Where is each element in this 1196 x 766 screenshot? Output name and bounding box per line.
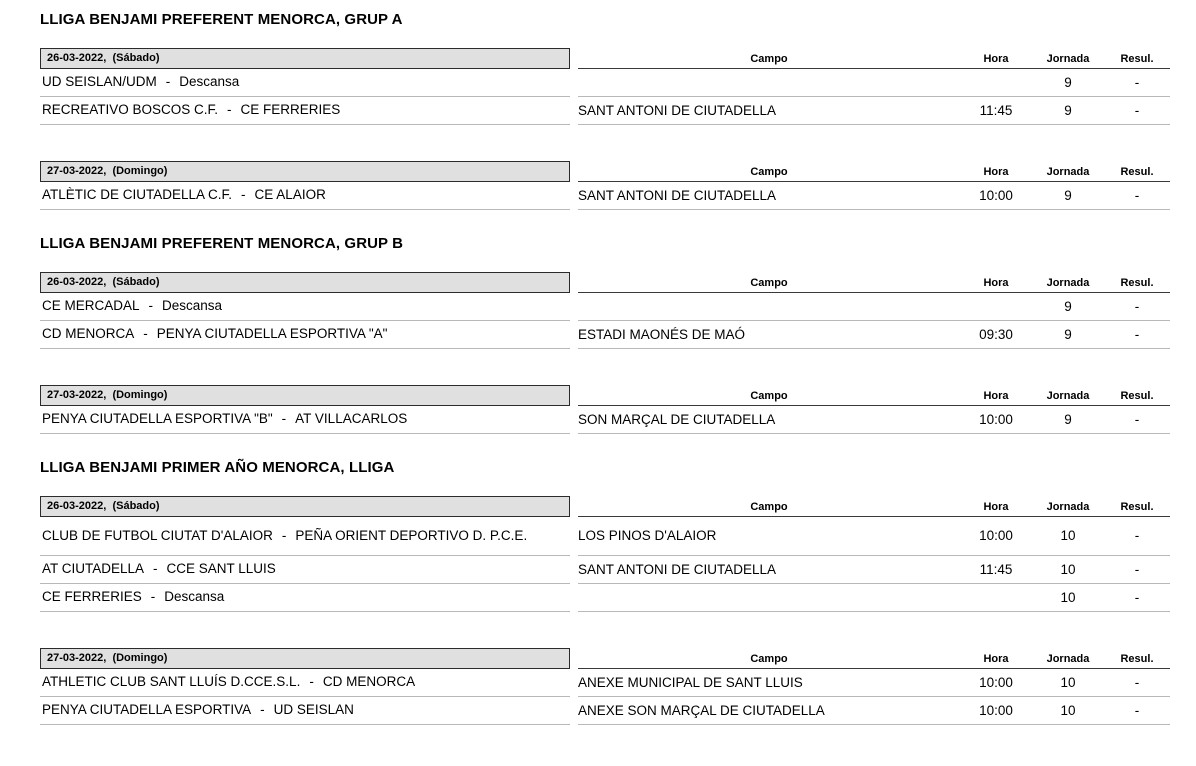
campo-column-header-cell: [578, 648, 960, 669]
time-value: [960, 69, 1032, 97]
versus-separator: -: [281, 411, 287, 426]
versus-separator: -: [260, 702, 265, 717]
matchday-value: 9: [1032, 69, 1104, 97]
match-teams: [40, 71, 570, 94]
matchday-value: 9: [1032, 97, 1104, 125]
date-text: 27-03-2022,: [47, 165, 107, 177]
result-value: -: [1104, 517, 1170, 556]
table-header-row: [40, 161, 1170, 182]
match-teams: [40, 99, 570, 122]
table-header-row: [40, 496, 1170, 517]
versus-separator: -: [241, 187, 246, 202]
hora-column-header-cell: [960, 496, 1032, 517]
campo-column-header: Campo: [578, 277, 960, 293]
hora-column-header-cell: [960, 161, 1032, 182]
venue-value: ANEXE SON MARÇAL DE CIUTADELLA: [578, 697, 960, 725]
table-row[interactable]: [40, 321, 1170, 349]
spacer-cell: [570, 97, 578, 125]
spacer-cell: [570, 321, 578, 349]
home-team: CLUB DE FUTBOL CIUTAT D'ALAIOR: [42, 527, 273, 543]
table-row[interactable]: [40, 182, 1170, 210]
resul-column-header-cell: [1104, 48, 1170, 69]
competition-section: [40, 210, 1170, 434]
home-team: CE FERRERIES: [42, 589, 142, 604]
date-header-cell: [40, 496, 570, 517]
campo-column-header: Campo: [578, 390, 960, 406]
table-header-row: [40, 648, 1170, 669]
jornada-column-header-cell: [1032, 161, 1104, 182]
date-text: 26-03-2022,: [47, 52, 107, 64]
away-team: CD MENORCA: [322, 674, 416, 689]
campo-column-header-cell: [578, 496, 960, 517]
competition-section: [40, 434, 1170, 725]
match-teams: [40, 586, 570, 609]
home-team: CD MENORCA: [42, 326, 135, 341]
section-spacer: [40, 434, 1170, 460]
home-team: ATHLETIC CLUB SANT LLUÍS D.CCE.S.L.: [42, 674, 301, 689]
spacer-cell: [570, 697, 578, 725]
title-spacer: [40, 476, 1170, 496]
match-cell: [40, 584, 570, 612]
venue-value: ESTADI MAONÉS DE MAÓ: [578, 321, 960, 349]
time-value: 11:45: [960, 556, 1032, 584]
away-team: PEÑA ORIENT DEPORTIVO D. P.C.E.: [295, 527, 528, 543]
result-value: -: [1104, 97, 1170, 125]
spacer-cell: [570, 293, 578, 321]
away-team: CE FERRERIES: [240, 102, 341, 117]
spacer-cell: [570, 648, 578, 669]
home-team: CE MERCADAL: [42, 298, 140, 313]
hora-column-header-cell: [960, 48, 1032, 69]
match-day-table: [40, 272, 1170, 349]
result-value: -: [1104, 321, 1170, 349]
match-cell: [40, 517, 570, 556]
versus-separator: -: [150, 589, 156, 604]
hora-column-header: Hora: [960, 53, 1032, 69]
date-header-cell: [40, 161, 570, 182]
matchday-value: 9: [1032, 321, 1104, 349]
weekday-text: (Sábado): [112, 276, 160, 288]
venue-value: ANEXE MUNICIPAL DE SANT LLUIS: [578, 669, 960, 697]
spacer-cell: [570, 161, 578, 182]
match-teams: [40, 671, 570, 694]
hora-column-header: Hora: [960, 166, 1032, 182]
table-row[interactable]: [40, 293, 1170, 321]
spacer-cell: [570, 272, 578, 293]
away-team: PENYA CIUTADELLA ESPORTIVA "A": [156, 326, 388, 341]
table-row[interactable]: [40, 406, 1170, 434]
matchday-value: 10: [1032, 584, 1104, 612]
table-row[interactable]: [40, 556, 1170, 584]
jornada-column-header-cell: [1032, 385, 1104, 406]
matchday-value: 10: [1032, 556, 1104, 584]
hora-column-header: Hora: [960, 277, 1032, 293]
venue-value: SANT ANTONI DE CIUTADELLA: [578, 97, 960, 125]
table-row[interactable]: [40, 584, 1170, 612]
match-teams: [40, 295, 570, 318]
resul-column-header: Resul.: [1104, 653, 1170, 669]
match-teams: [40, 525, 570, 548]
date-badge: [40, 648, 570, 669]
result-value: -: [1104, 182, 1170, 210]
away-team: CE ALAIOR: [254, 187, 326, 202]
match-day-table: [40, 161, 1170, 210]
spacer-cell: [570, 48, 578, 69]
table-row[interactable]: [40, 69, 1170, 97]
campo-column-header: Campo: [578, 653, 960, 669]
date-header-cell: [40, 48, 570, 69]
hora-column-header: Hora: [960, 501, 1032, 517]
time-value: 10:00: [960, 697, 1032, 725]
time-value: 10:00: [960, 517, 1032, 556]
hora-column-header-cell: [960, 385, 1032, 406]
time-value: 09:30: [960, 321, 1032, 349]
spacer-cell: [570, 556, 578, 584]
date-text: 26-03-2022,: [47, 500, 107, 512]
match-teams: [40, 184, 570, 207]
result-value: -: [1104, 697, 1170, 725]
home-team: RECREATIVO BOSCOS C.F.: [42, 102, 219, 117]
date-badge: [40, 496, 570, 517]
home-team: UD SEISLAN/UDM: [42, 74, 157, 89]
versus-separator: -: [281, 527, 287, 543]
date-text: 27-03-2022,: [47, 389, 107, 401]
result-value: -: [1104, 69, 1170, 97]
jornada-column-header-cell: [1032, 496, 1104, 517]
section-title: LLIGA BENJAMI PREFERENT MENORCA, GRUP B: [40, 235, 404, 252]
match-teams: [40, 558, 570, 581]
table-row[interactable]: [40, 97, 1170, 125]
spacer-cell: [570, 69, 578, 97]
campo-column-header: Campo: [578, 501, 960, 517]
venue-value: LOS PINOS D'ALAIOR: [578, 517, 960, 556]
jornada-column-header-cell: [1032, 48, 1104, 69]
table-header-row: [40, 385, 1170, 406]
spacer-cell: [570, 584, 578, 612]
date-header-cell: [40, 385, 570, 406]
match-cell: [40, 182, 570, 210]
campo-column-header-cell: [578, 385, 960, 406]
versus-separator: -: [153, 561, 158, 576]
section-spacer: [40, 210, 1170, 236]
resul-column-header: Resul.: [1104, 53, 1170, 69]
weekday-text: (Sábado): [112, 52, 160, 64]
away-team: Descansa: [162, 298, 223, 313]
match-day-table: [40, 48, 1170, 125]
spacer-cell: [570, 669, 578, 697]
section-title: LLIGA BENJAMI PREFERENT MENORCA, GRUP A: [40, 11, 403, 28]
weekday-text: (Sábado): [112, 500, 160, 512]
table-header-row: [40, 48, 1170, 69]
jornada-column-header: Jornada: [1032, 53, 1104, 69]
campo-column-header-cell: [578, 161, 960, 182]
away-team: Descansa: [164, 589, 225, 604]
time-value: [960, 584, 1032, 612]
hora-column-header: Hora: [960, 390, 1032, 406]
result-value: -: [1104, 556, 1170, 584]
home-team: PENYA CIUTADELLA ESPORTIVA "B": [42, 411, 273, 426]
resul-column-header-cell: [1104, 496, 1170, 517]
jornada-column-header: Jornada: [1032, 277, 1104, 293]
sections-container: [40, 12, 1170, 725]
jornada-column-header-cell: [1032, 272, 1104, 293]
weekday-text: (Domingo): [112, 165, 168, 177]
spacer-cell: [570, 385, 578, 406]
campo-column-header-cell: [578, 48, 960, 69]
jornada-column-header: Jornada: [1032, 390, 1104, 406]
resul-column-header-cell: [1104, 385, 1170, 406]
title-spacer: [40, 252, 1170, 272]
resul-column-header: Resul.: [1104, 166, 1170, 182]
block-spacer: [40, 612, 1170, 648]
date-badge: [40, 48, 570, 69]
result-value: -: [1104, 584, 1170, 612]
match-cell: [40, 406, 570, 434]
time-value: 10:00: [960, 406, 1032, 434]
spacer-cell: [570, 406, 578, 434]
spacer-cell: [570, 496, 578, 517]
title-spacer: [40, 28, 1170, 48]
spacer-cell: [570, 517, 578, 556]
match-cell: [40, 97, 570, 125]
match-cell: [40, 69, 570, 97]
match-day-table: [40, 385, 1170, 434]
jornada-column-header-cell: [1032, 648, 1104, 669]
match-cell: [40, 697, 570, 725]
section-title: LLIGA BENJAMI PRIMER AÑO MENORCA, LLIGA: [40, 459, 395, 476]
date-badge: [40, 272, 570, 293]
matchday-value: 9: [1032, 182, 1104, 210]
time-value: 10:00: [960, 669, 1032, 697]
campo-column-header-cell: [578, 272, 960, 293]
jornada-column-header: Jornada: [1032, 653, 1104, 669]
venue-value: SANT ANTONI DE CIUTADELLA: [578, 182, 960, 210]
campo-column-header: Campo: [578, 53, 960, 69]
match-teams: [40, 699, 570, 722]
hora-column-header: Hora: [960, 653, 1032, 669]
matchday-value: 10: [1032, 669, 1104, 697]
block-spacer: [40, 125, 1170, 161]
date-header-cell: [40, 272, 570, 293]
versus-separator: -: [148, 298, 154, 313]
match-day-table: [40, 648, 1170, 725]
date-header-cell: [40, 648, 570, 669]
resul-column-header-cell: [1104, 272, 1170, 293]
table-header-row: [40, 272, 1170, 293]
date-text: 27-03-2022,: [47, 652, 107, 664]
matchday-value: 10: [1032, 697, 1104, 725]
result-value: -: [1104, 406, 1170, 434]
home-team: AT CIUTADELLA: [42, 561, 145, 576]
match-cell: [40, 669, 570, 697]
venue-value: SON MARÇAL DE CIUTADELLA: [578, 406, 960, 434]
hora-column-header-cell: [960, 648, 1032, 669]
matchday-value: 9: [1032, 406, 1104, 434]
resul-column-header: Resul.: [1104, 390, 1170, 406]
date-text: 26-03-2022,: [47, 276, 107, 288]
jornada-column-header: Jornada: [1032, 166, 1104, 182]
weekday-text: (Domingo): [112, 389, 168, 401]
result-value: -: [1104, 669, 1170, 697]
matchday-value: 9: [1032, 293, 1104, 321]
away-team: Descansa: [179, 74, 240, 89]
time-value: [960, 293, 1032, 321]
venue-value: [578, 584, 960, 612]
resul-column-header-cell: [1104, 161, 1170, 182]
resul-column-header-cell: [1104, 648, 1170, 669]
versus-separator: -: [227, 102, 232, 117]
venue-value: SANT ANTONI DE CIUTADELLA: [578, 556, 960, 584]
resul-column-header: Resul.: [1104, 501, 1170, 517]
venue-value: [578, 293, 960, 321]
home-team: PENYA CIUTADELLA ESPORTIVA: [42, 702, 252, 717]
away-team: AT VILLACARLOS: [295, 411, 408, 426]
home-team: ATLÈTIC DE CIUTADELLA C.F.: [42, 187, 233, 202]
venue-value: [578, 69, 960, 97]
spacer-cell: [570, 182, 578, 210]
matchday-value: 10: [1032, 517, 1104, 556]
versus-separator: -: [165, 74, 171, 89]
result-value: -: [1104, 293, 1170, 321]
match-teams: [40, 323, 570, 346]
date-badge: [40, 161, 570, 182]
hora-column-header-cell: [960, 272, 1032, 293]
table-row[interactable]: [40, 669, 1170, 697]
versus-separator: -: [143, 326, 148, 341]
match-cell: [40, 321, 570, 349]
table-row[interactable]: [40, 517, 1170, 556]
campo-column-header: Campo: [578, 166, 960, 182]
block-spacer: [40, 349, 1170, 385]
match-day-table: [40, 496, 1170, 612]
jornada-column-header: Jornada: [1032, 501, 1104, 517]
match-cell: [40, 556, 570, 584]
match-cell: [40, 293, 570, 321]
away-team: UD SEISLAN: [273, 702, 354, 717]
time-value: 11:45: [960, 97, 1032, 125]
weekday-text: (Domingo): [112, 652, 168, 664]
resul-column-header: Resul.: [1104, 277, 1170, 293]
date-badge: [40, 385, 570, 406]
match-teams: [40, 408, 570, 431]
versus-separator: -: [309, 674, 314, 689]
table-row[interactable]: [40, 697, 1170, 725]
time-value: 10:00: [960, 182, 1032, 210]
competition-section: [40, 12, 1170, 210]
away-team: CCE SANT LLUIS: [166, 561, 276, 576]
